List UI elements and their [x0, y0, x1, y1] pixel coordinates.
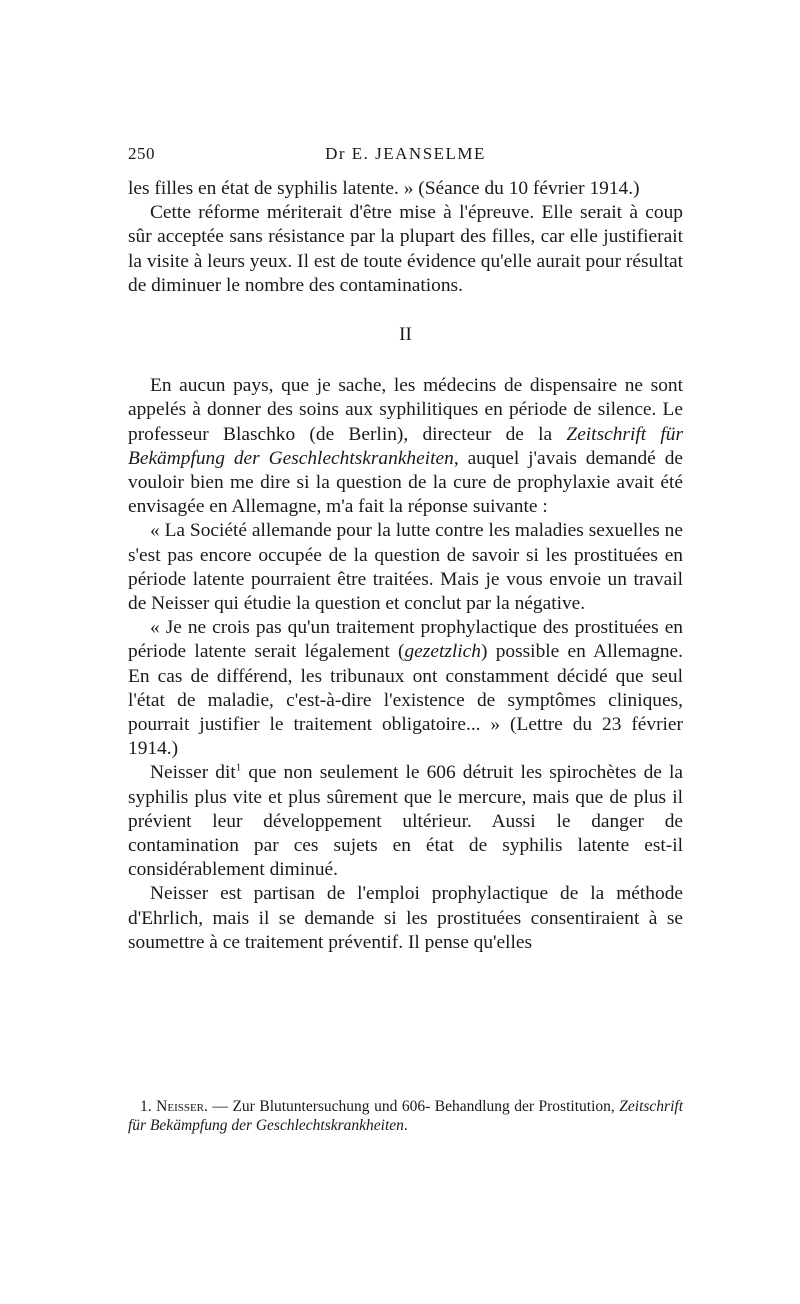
paragraph-1: les filles en état de syphilis latente. » (Séance du 10 février 1914.): [128, 178, 640, 199]
running-head: Dr E. JEANSELME: [325, 144, 486, 163]
footnote-text: [128, 1097, 683, 1135]
paragraph-6-text-a: Neisser dit: [150, 762, 236, 784]
paragraph-4: « La Société allemande pour la lutte contre les maladies sexuelles ne s'est pas encore occupée de la question de savoir si les prostituées en période latente pourraient être traitées. Mais je vous envoie un travail de Neisser qui étudie la question et conclut par la négative.: [128, 520, 683, 615]
paragraph-3-text-a: En aucun pays, que je sache, les médecins de dispensaire ne sont appelés à donner des soins aux syphilitiques en période de silence. Le professeur Blaschko (de Berlin), directeur de la: [128, 375, 683, 445]
footnote: [128, 1097, 683, 1135]
page-number: 250: [128, 144, 155, 163]
paragraph-6: [128, 761, 683, 882]
footnote-marker: 1: [235, 762, 242, 774]
footnote-journal: Zeitschrift für Bekämpfung der Geschlechtskrankheiten: [128, 1098, 684, 1134]
section-heading: II: [399, 324, 412, 346]
footnote-author: Neisser.: [156, 1098, 208, 1115]
page-header: [128, 140, 683, 168]
journal-title: Zeitschrift für Bekämpfung der Geschlechtskrankheiten: [128, 423, 684, 469]
footnote-text-a: — Zur Blutuntersuchung und 606- Behandlung der Prostitution,: [207, 1098, 620, 1115]
paragraph-3-text-b: , auquel j'avais demandé de vouloir bien me dire si la question de la cure de prophylaxie avait été envisagée en Allemagne, m'a fait la réponse suivante :: [128, 447, 683, 518]
paragraph-5-text-b: ) possible en Allemagne. En cas de différend, les tribunaux ont constamment décidé que seul l'état de maladie, c'est-à-dire l'existence de symptômes cliniques, pourrait justifier le traitement obligatoire... » (Lettre du 23 février 1914.): [128, 641, 683, 760]
paragraph-7: Neisser est partisan de l'emploi prophylactique de la méthode d'Ehrlich, mais il se demande si les prostituées consentiraient à se soumettre à ce traitement préventif. Il pense qu'elles: [128, 883, 683, 953]
main-text: [128, 177, 683, 955]
paragraph-5: [128, 616, 683, 761]
paragraph-3: [128, 374, 683, 519]
german-term: gezetzlich: [404, 641, 481, 663]
footnote-number: 1.: [140, 1098, 152, 1115]
footnote-text-b: .: [403, 1117, 408, 1134]
paragraph-6-text-b: que non seulement le 606 détruit les spirochètes de la syphilis plus vite et plus sûrement que le mercure, mais que de plus il prévient leur développement ultérieur. Aussi le danger de contamination par ces sujets en état de syphilis latente est-il considérablement diminué.: [128, 762, 683, 881]
paragraph-2: Cette réforme mériterait d'être mise à l'épreuve. Elle serait à coup sûr acceptée sans résistance par la plupart des filles, car elle justifierait la visite à leurs yeux. Il est de toute évidence qu'elle aurait pour résultat de diminuer le nombre des contaminations.: [128, 202, 683, 296]
paragraph-5-text-a: « Je ne crois pas qu'un traitement prophylactique des prostituées en période latente serait légalement (: [128, 617, 683, 663]
